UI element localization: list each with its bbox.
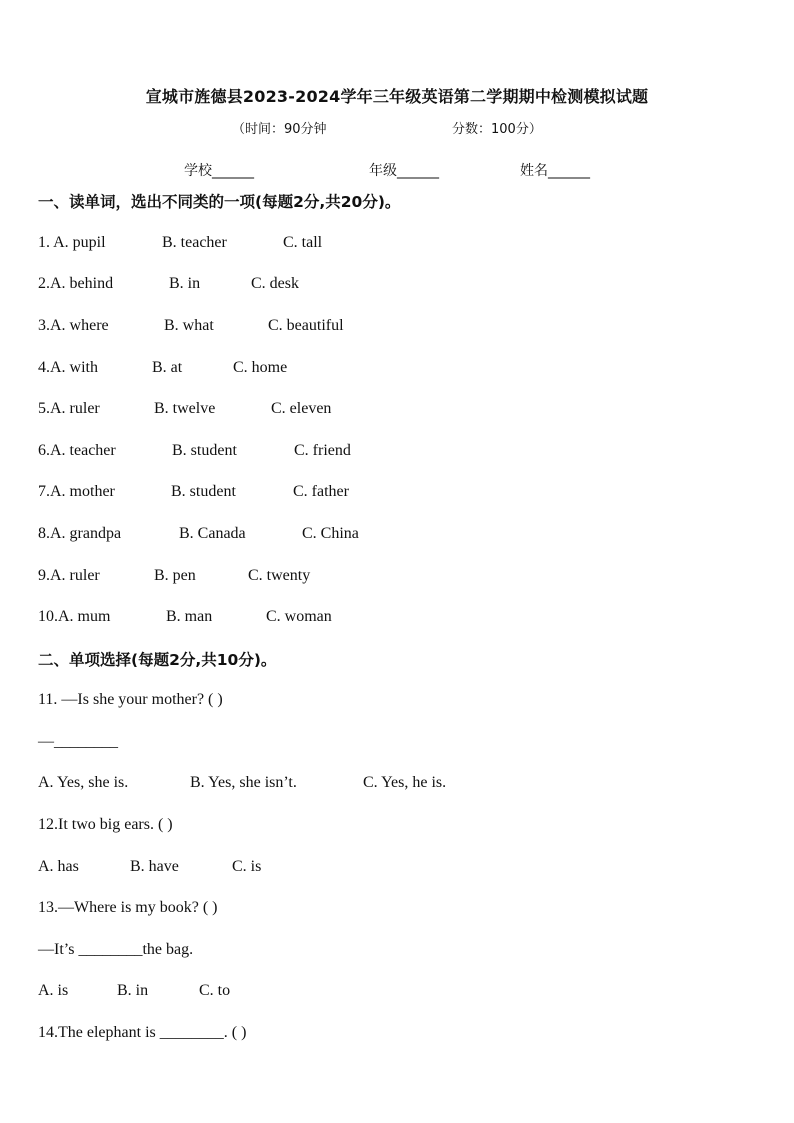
option-b: B. Yes, she isn’t. — [190, 774, 297, 791]
exam-time: （时间：90分钟 — [232, 122, 327, 137]
option-c: C. woman — [266, 608, 332, 625]
grade-field: 年级______ — [369, 163, 439, 179]
option-b: B. at — [152, 359, 183, 376]
option-a: 8.A. grandpa — [38, 525, 122, 542]
option-a: 3.A. where — [38, 317, 109, 334]
option-c: C. home — [233, 359, 288, 376]
option-b: B. twelve — [154, 400, 216, 417]
option-c: C. friend — [294, 442, 351, 459]
option-c: C. eleven — [271, 400, 332, 417]
exam-score: 分数：100分） — [452, 122, 542, 137]
option-a: 7.A. mother — [38, 483, 115, 500]
question-13-answer-line: —It’s ________the bag. — [38, 941, 194, 958]
option-a: 1. A. pupil — [38, 234, 106, 251]
option-c: C. beautiful — [268, 317, 344, 334]
question-12-stem: 12.It two big ears. ( ) — [38, 816, 173, 833]
option-b: B. student — [172, 442, 237, 459]
option-a: A. Yes, she is. — [38, 774, 129, 791]
option-c: C. Yes, he is. — [363, 774, 447, 791]
option-a: 4.A. with — [38, 359, 98, 376]
option-b: B. man — [166, 608, 213, 625]
option-b: B. Canada — [179, 525, 246, 542]
option-c: C. twenty — [248, 567, 311, 584]
option-c: C. father — [293, 483, 349, 500]
page-title: 宣城市旌德县2023-2024学年三年级英语第二学期期中检测模拟试题 — [145, 87, 649, 106]
option-c: C. China — [302, 525, 359, 542]
name-field: 姓名______ — [520, 163, 590, 179]
option-c: C. is — [232, 858, 262, 875]
question-11-stem: 11. —Is she your mother? ( ) — [38, 691, 223, 708]
option-b: B. what — [164, 317, 214, 334]
option-b: B. in — [117, 982, 149, 999]
option-a: 6.A. teacher — [38, 442, 116, 459]
question-14-stem: 14.The elephant is ________. ( ) — [38, 1024, 247, 1041]
option-a: A. is — [38, 982, 69, 999]
option-c: C. tall — [283, 234, 323, 251]
section-1-heading: 一、读单词，选出不同类的一项(每题2分,共20分)。 — [38, 193, 401, 211]
option-a: 5.A. ruler — [38, 400, 100, 417]
option-b: B. have — [130, 858, 179, 875]
option-b: B. pen — [154, 567, 196, 584]
question-13-stem: 13.—Where is my book? ( ) — [38, 899, 218, 916]
option-b: B. student — [171, 483, 236, 500]
option-a: 10.A. mum — [38, 608, 111, 625]
option-c: C. to — [199, 982, 231, 999]
option-a: A. has — [38, 858, 79, 875]
question-11-answer-line: —________ — [38, 733, 118, 750]
option-b: B. in — [169, 275, 201, 292]
section-2-heading: 二、单项选择(每题2分,共10分)。 — [38, 651, 277, 669]
option-a: 2.A. behind — [38, 275, 114, 292]
school-field: 学校______ — [184, 163, 254, 179]
option-a: 9.A. ruler — [38, 567, 100, 584]
option-c: C. desk — [251, 275, 299, 292]
option-b: B. teacher — [162, 234, 227, 251]
